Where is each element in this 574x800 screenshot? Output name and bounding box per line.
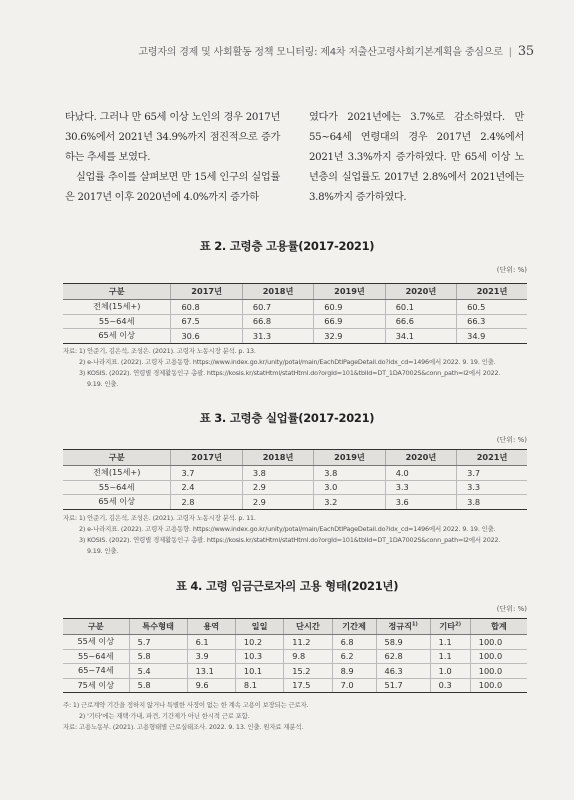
right-paragraph-1: 였다가 2021년에는 3.7%로 감소하였다. 만 55~64세 연령대의 경우 2017년 2.4%에서 2021년 3.3%까지 증가하였다. 만 65세 이상 노년층의 실업률도 2017년 2.8%에서 2021년에는 3.8%까지 증가하였다. [309, 112, 524, 203]
value-cell: 3.8 [242, 466, 313, 481]
value-cell: 100.0 [470, 664, 527, 679]
table3-header-label: 2018년 [262, 452, 294, 462]
table4-header-cell [430, 619, 470, 635]
value-cell: 62.8 [376, 649, 430, 664]
table4-header-label: 일일 [251, 621, 268, 631]
table-row [63, 314, 527, 329]
value-cell: 51.7 [376, 678, 430, 693]
table2-unit: (단위: %) [496, 266, 527, 274]
value-cell: 2.9 [242, 480, 313, 495]
value-cell: 4.0 [385, 466, 456, 481]
value-cell: 34.9 [457, 329, 527, 344]
value-cell: 5.8 [129, 678, 187, 693]
table-row [63, 664, 527, 679]
left-paragraph-1: 타났다. 그러나 만 65세 이상 노인의 경우 2017년 30.6%에서 2021년 34.9%까지 점진적으로 증가하는 추세를 보였다. [65, 112, 280, 163]
value-cell: 7.0 [332, 678, 376, 693]
table3-header-label: 2017년 [191, 452, 222, 462]
row-label-cell: 65~74세 [63, 664, 129, 679]
value-cell: 5.7 [129, 635, 187, 650]
table4-title: 표 4. 고령 임금근로자의 고용 형태(2021년) [175, 579, 399, 593]
table2-notes [63, 346, 533, 390]
value-cell: 3.3 [457, 480, 527, 495]
table4-body [63, 635, 527, 693]
value-cell: 6.2 [332, 649, 376, 664]
note-line: 자료: 1) 안준기, 김은석, 조성은. (2021). 고령자 노동시장 분석. p. 13. [63, 347, 256, 355]
table3-body [63, 466, 527, 510]
value-cell: 5.8 [129, 649, 187, 664]
page-number: 35 [517, 44, 534, 59]
table3-header-label: 2021년 [476, 452, 508, 462]
running-header [60, 43, 534, 59]
value-cell: 8.9 [332, 664, 376, 679]
value-cell: 9.6 [187, 678, 235, 693]
value-cell: 13.1 [187, 664, 235, 679]
value-cell: 2.8 [171, 495, 242, 510]
value-cell: 0.3 [430, 678, 470, 693]
header-separator: | [508, 47, 512, 58]
note-line: 2) e-나라지표. (2022). 고령자 고용동향. https://www.index.go.kr/unity/potal/main/EachDtlPageDetail.do?idx_cd=1496에서 2022. 9. 19. 인출. [79, 358, 496, 366]
value-cell: 66.8 [242, 314, 313, 329]
table2-header-cell [63, 284, 171, 300]
note-line: 2) e-나라지표. (2022). 고령자 고용동향. https://www.index.go.kr/unity/potal/main/EachDtlPageDetail.do?idx_cd=1496에서 2022. 9. 19. 인출. [79, 525, 496, 533]
table4-header-label: 합계 [490, 621, 507, 631]
value-cell: 3.2 [314, 495, 385, 510]
table3-header-cell [242, 450, 313, 466]
table4-header-label: 특수형태 [142, 621, 174, 631]
row-label-cell: 65세 이상 [63, 495, 171, 510]
table4-header-cell [284, 619, 332, 635]
table4-unit: (단위: %) [496, 605, 527, 613]
value-cell: 66.9 [314, 314, 385, 329]
value-cell: 1.0 [430, 664, 470, 679]
table4-header-cell [129, 619, 187, 635]
table-row [63, 495, 527, 510]
value-cell: 1.1 [430, 635, 470, 650]
note-line: 9.19. 인출. [87, 380, 119, 388]
value-cell: 46.3 [376, 664, 430, 679]
row-label-cell: 75세 이상 [63, 678, 129, 693]
value-cell: 66.3 [457, 314, 527, 329]
table3-title: 표 3. 고령층 실업률(2017-2021) [199, 411, 375, 425]
value-cell: 100.0 [470, 678, 527, 693]
value-cell: 60.9 [314, 300, 385, 315]
row-label-cell: 65세 이상 [63, 329, 171, 344]
value-cell: 3.6 [385, 495, 456, 510]
table4-header-cell [235, 619, 283, 635]
row-label-cell: 55~64세 [63, 480, 171, 495]
value-cell: 100.0 [470, 649, 527, 664]
table4-header-footnote-mark: 1) [412, 621, 418, 628]
note-line: 3) KOSIS. (2022). 연령별 경제활동인구 총괄. https://kosis.kr/statHtml/statHtml.do?orgId=101&tblId=DT_1DA7002S&conn_path=I2에서 2022. [79, 369, 501, 377]
table3-header-label: 2020년 [405, 452, 437, 462]
value-cell: 2.9 [242, 495, 313, 510]
right-column [309, 108, 524, 208]
row-label-cell: 55~64세 [63, 649, 129, 664]
value-cell: 8.1 [235, 678, 283, 693]
value-cell: 100.0 [470, 635, 527, 650]
table2-header-cell [171, 284, 242, 300]
table-row [63, 300, 527, 315]
table3-header-cell [314, 450, 385, 466]
table2-header-label: 2017년 [191, 286, 222, 296]
table-row [63, 678, 527, 693]
table2-header-label: 2021년 [476, 286, 508, 296]
row-label-cell: 55~64세 [63, 314, 171, 329]
table-row [63, 480, 527, 495]
value-cell: 9.8 [284, 649, 332, 664]
table2-header-row [63, 284, 527, 300]
table4-header-cell [376, 619, 430, 635]
table2-header-label: 2019년 [334, 286, 365, 296]
value-cell: 17.5 [284, 678, 332, 693]
table-row [63, 329, 527, 344]
value-cell: 11.2 [284, 635, 332, 650]
value-cell: 60.5 [457, 300, 527, 315]
value-cell: 3.7 [171, 466, 242, 481]
table2-header-cell [457, 284, 527, 300]
value-cell: 34.1 [385, 329, 456, 344]
table2-header-label: 구분 [108, 286, 125, 296]
table4-header-row [63, 619, 527, 635]
value-cell: 6.8 [332, 635, 376, 650]
note-line: 3) KOSIS. (2022). 연령별 경제활동인구 총괄. https://kosis.kr/statHtml/statHtml.do?orgId=101&tblId=DT_1DA7002S&conn_path=I2에서 2022. [79, 536, 501, 544]
value-cell: 3.7 [457, 466, 527, 481]
left-paragraph-2: 실업률 추이를 살펴보면 만 15세 인구의 실업률은 2017년 이후 2020년에 4.0%까지 증가하 [65, 172, 280, 203]
table2-header-cell [314, 284, 385, 300]
value-cell: 31.3 [242, 329, 313, 344]
value-cell: 3.9 [187, 649, 235, 664]
table3-header-cell [457, 450, 527, 466]
table-row [63, 649, 527, 664]
value-cell: 10.2 [235, 635, 283, 650]
note-line: 자료: 1) 안준기, 김은석, 조성은. (2021). 고령자 노동시장 분석. p. 11. [63, 514, 256, 522]
table3-header-cell [63, 450, 171, 466]
value-cell: 3.3 [385, 480, 456, 495]
value-cell: 60.7 [242, 300, 313, 315]
table2-header-label: 2020년 [405, 286, 437, 296]
table3-notes [63, 513, 533, 557]
header-title: 고령자의 경제 및 사회활동 정책 모니터링: 제4차 저출산고령사회기본계획을 중심으로 [138, 47, 503, 58]
value-cell: 67.5 [171, 314, 242, 329]
value-cell: 10.3 [235, 649, 283, 664]
table2-title: 표 2. 고령층 고용률(2017-2021) [199, 239, 375, 253]
value-cell: 30.6 [171, 329, 242, 344]
value-cell: 3.8 [314, 466, 385, 481]
note-line: 주: 1) 근로계약 기간을 정하지 않거나 특별한 사정이 없는 한 계속 고용이 보장되는 근로자. [63, 701, 309, 709]
row-label-cell: 전체(15세+) [63, 300, 171, 315]
value-cell: 3.0 [314, 480, 385, 495]
value-cell: 15.2 [284, 664, 332, 679]
table4-header-cell [187, 619, 235, 635]
table4-header-label: 단시간 [296, 621, 320, 631]
table4 [63, 618, 527, 693]
note-line: 자료: 고용노동부. (2021). 고용형태별 근로실태조사. 2022. 9. 13. 인출. 원자료 재분석. [63, 723, 304, 731]
row-label-cell: 전체(15세+) [63, 466, 171, 481]
value-cell: 1.1 [430, 649, 470, 664]
row-label-cell: 55세 이상 [63, 635, 129, 650]
table2-header-cell [385, 284, 456, 300]
table3 [63, 449, 527, 510]
table4-header-label: 정규직 [388, 621, 413, 631]
value-cell: 2.4 [171, 480, 242, 495]
table3-header-label: 2019년 [334, 452, 365, 462]
value-cell: 10.1 [235, 664, 283, 679]
body-text [65, 108, 524, 208]
table4-notes [63, 700, 533, 733]
table4-header-label: 기간제 [342, 621, 366, 631]
table4-header-label: 기타 [439, 621, 456, 631]
table2-header-label: 2018년 [262, 286, 294, 296]
value-cell: 58.9 [376, 635, 430, 650]
table3-unit: (단위: %) [496, 436, 527, 444]
table4-header-cell [332, 619, 376, 635]
table-row [63, 466, 527, 481]
table4-header-label: 구분 [87, 621, 104, 631]
table4-header-cell [63, 619, 129, 635]
table2 [63, 283, 527, 344]
value-cell: 5.4 [129, 664, 187, 679]
value-cell: 60.8 [171, 300, 242, 315]
table4-header-cell [470, 619, 527, 635]
table4-header-label: 용역 [203, 621, 220, 631]
value-cell: 60.1 [385, 300, 456, 315]
value-cell: 32.9 [314, 329, 385, 344]
table2-header-cell [242, 284, 313, 300]
value-cell: 66.6 [385, 314, 456, 329]
table3-header-row [63, 450, 527, 466]
table3-header-cell [171, 450, 242, 466]
table3-header-cell [385, 450, 456, 466]
table4-header-footnote-mark: 2) [455, 621, 461, 628]
table3-header-label: 구분 [108, 452, 125, 462]
table2-body [63, 300, 527, 344]
left-column [65, 108, 280, 208]
value-cell: 6.1 [187, 635, 235, 650]
note-line: 2) '기타'에는 재택·가내, 파견, 기간제가 아닌 한시적 근로 포함. [79, 712, 250, 720]
table-row [63, 635, 527, 650]
value-cell: 3.8 [457, 495, 527, 510]
note-line: 9.19. 인출. [87, 547, 119, 555]
